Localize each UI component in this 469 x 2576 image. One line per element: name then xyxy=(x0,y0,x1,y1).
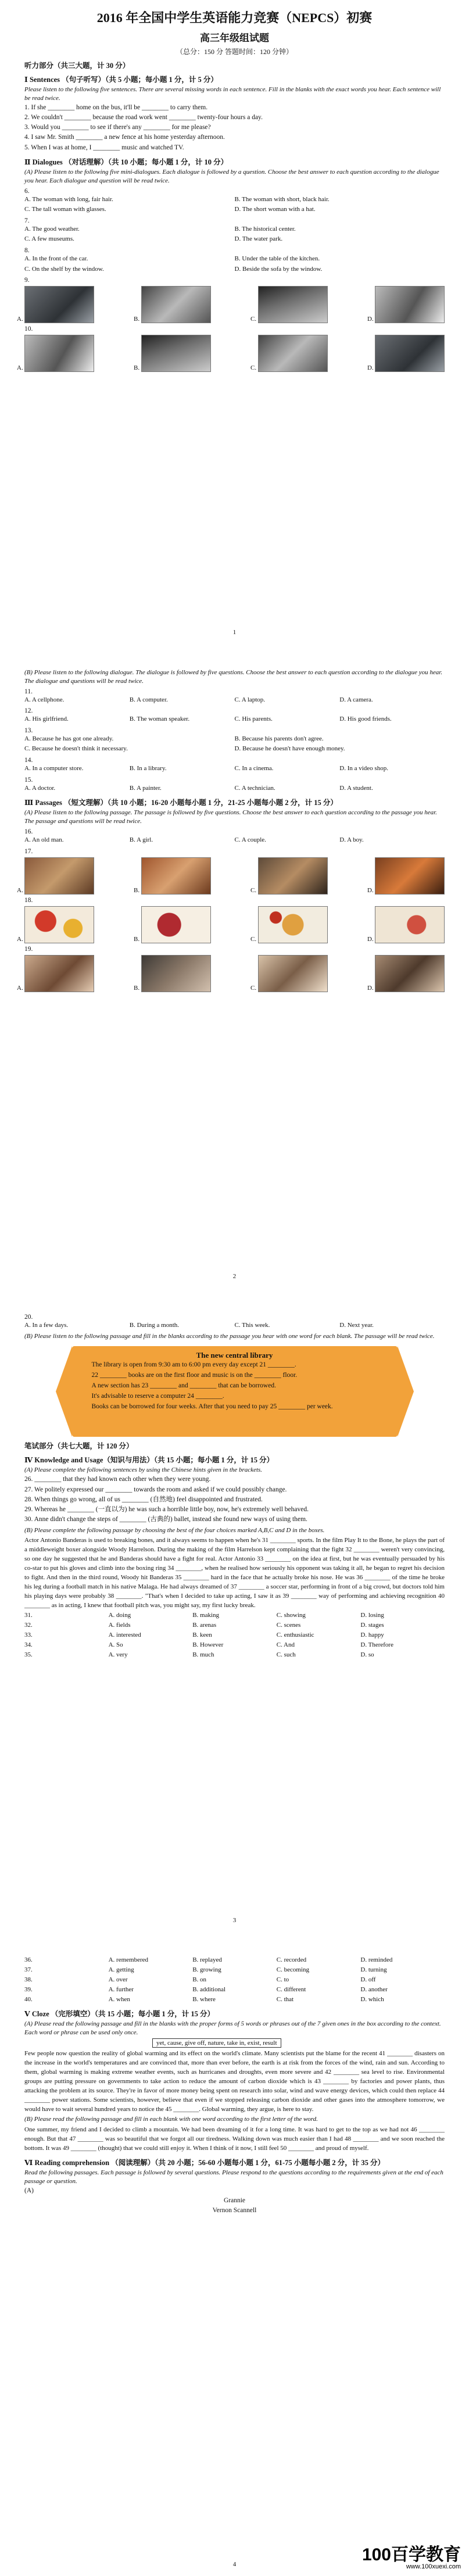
question-6: 6. xyxy=(24,187,30,195)
page-number: 2 xyxy=(232,1273,237,1280)
question-20: 20. xyxy=(24,1314,33,1321)
picture-option xyxy=(367,857,445,895)
section-4-heading: Ⅳ Knowledge and Usage（知识与用法）（共 15 小题；每小题 1 分，计 15 分） xyxy=(24,1456,274,1465)
question-18-pictures xyxy=(17,906,445,943)
option: A. when xyxy=(108,1996,130,2003)
picture-option xyxy=(134,857,211,895)
question-14-options xyxy=(24,764,445,774)
option: B. The woman speaker. xyxy=(129,715,190,723)
logo-text: 100百学教育 xyxy=(361,2545,461,2564)
option: A. doing xyxy=(108,1611,131,1619)
option: B. additional xyxy=(192,1986,226,1994)
option: A. The good weather. xyxy=(24,225,80,232)
section-2b-instructions: (B) Please listen to the following dialogue. The dialogue is followed by five questions. Choose the best answer to each question according to the dialogue you hear. The dialogue and questions will be read twice. xyxy=(24,669,443,685)
passage-label: (A) xyxy=(24,2187,34,2194)
question-20-options xyxy=(24,1321,445,1331)
question-9: 9. xyxy=(24,277,30,284)
option-number: 33. xyxy=(24,1631,33,1638)
option: A. The woman with long, fair hair. xyxy=(24,195,113,203)
option: D. stages xyxy=(360,1621,384,1629)
option: D. so xyxy=(360,1651,374,1659)
watermark-logo xyxy=(362,2540,461,2570)
question-10: 10. xyxy=(24,325,33,333)
section-1-instructions: Please listen to the following five sentences. There are several missing words in each sentence. Fill in the blanks with the exact words you hear. Each sentence will be read twice. xyxy=(24,86,441,102)
section-1-heading: Ⅰ Sentences （句子听写）（共 5 小题；每小题 1 分，计 5 分） xyxy=(24,76,218,84)
section-6-heading: Ⅵ Reading comprehension （阅读理解）（共 20 小题；56-60 小题每小题 1 分，61-75 小题每小题 2 分，计 35 分） xyxy=(24,2159,385,2167)
question-8: 8. xyxy=(24,247,30,254)
picture-option xyxy=(17,906,94,943)
question-3: 3. Would you ________ to see if there's any ________ for me please? xyxy=(24,124,211,131)
section-6-instructions: Read the following passages. Each passage is followed by several questions. Please respond to the questions according to the requirements given at the end of each passage or question. xyxy=(24,2169,443,2185)
option: C. This week. xyxy=(234,1322,270,1329)
option: C. Because he doesn't think it necessary. xyxy=(24,745,128,753)
option: D. His good friends. xyxy=(339,715,392,723)
option-number: 35. xyxy=(24,1651,33,1659)
question-13-options xyxy=(24,734,445,754)
cloze-passage-b: One summer, my friend and I decided to climb a mountain. We had been dreaming of it for a long time. It was hard to get to the top as we had not 46 ________ enough. But that 47 ________ was so beautiful that we forgot all our tiredness. Walking down was much easier than I had 48 ________ and we soon reached the bottom. It was 49 ________ (thought) that we could still enjoy it. When I think of it now, I still feel 50 ________ and proud of myself. xyxy=(24,2126,445,2152)
option: B. replayed xyxy=(192,1956,222,1963)
option: D. Therefore xyxy=(360,1641,393,1649)
option: D. another xyxy=(360,1986,388,1994)
question-27: 27. We politely expressed our ________ towards the room and asked if we could possibly change. xyxy=(24,1486,287,1493)
logo-url: www.100xuexi.com xyxy=(406,2563,461,2570)
picture-option xyxy=(250,335,328,372)
option: A. A cellphone. xyxy=(24,696,65,703)
option: B. making xyxy=(192,1611,220,1619)
option: D. A boy. xyxy=(339,836,364,843)
option: B. where xyxy=(192,1996,216,2003)
option: C. recorded xyxy=(276,1956,307,1963)
option: C. And xyxy=(276,1641,295,1649)
picture-label: D. xyxy=(367,364,374,372)
picture-label: C. xyxy=(250,316,257,323)
question-11: 11. xyxy=(24,688,33,695)
question-15-options xyxy=(24,783,445,794)
exam-page-2 xyxy=(0,644,469,1288)
exam-subtitle: 高三年级组试题 xyxy=(200,33,269,44)
exam-page-3 xyxy=(0,1288,469,1932)
option: C. becoming xyxy=(276,1966,309,1974)
picture-option xyxy=(250,286,328,323)
option: B. growing xyxy=(192,1966,221,1974)
section-2-heading: Ⅱ Dialogues （对话理解）（共 10 小题；每小题 1 分，计 10 分） xyxy=(24,158,228,166)
picture-label: D. xyxy=(367,886,374,894)
picture-option xyxy=(134,955,211,992)
option: B. arenas xyxy=(192,1621,217,1629)
page-number: 4 xyxy=(232,2561,237,2568)
option: A. over xyxy=(108,1976,128,1984)
option: C. His parents. xyxy=(234,715,273,723)
picture-label: C. xyxy=(250,364,257,372)
option: B. A computer. xyxy=(129,696,168,703)
question-2: 2. We couldn't ________ because the road work went ________ twenty-four hours a day. xyxy=(24,113,263,121)
option: C. On the shelf by the window. xyxy=(24,265,104,273)
question-17-pictures xyxy=(17,857,445,895)
option: C. In a cinema. xyxy=(234,765,274,772)
option: A. very xyxy=(108,1651,128,1659)
picture-label: B. xyxy=(134,316,140,323)
picture-label: A. xyxy=(17,935,23,943)
option-number: 36. xyxy=(24,1956,33,1963)
banner-line: The library is open from 9:30 am to 6:00 pm every day except 21 ________. xyxy=(91,1361,296,1369)
page-number: 3 xyxy=(232,1917,237,1924)
question-28: 28. When things go wrong, all of us ________ (自然地) feel disappointed and frustrated. xyxy=(24,1495,263,1503)
question-10-pictures xyxy=(17,335,445,372)
question-13: 13. xyxy=(24,727,33,734)
exam-title: 2016 年全国中学生英语能力竞赛（NEPCS）初赛 xyxy=(96,10,373,25)
option: B. Under the table of the kitchen. xyxy=(234,255,320,262)
banner-line: Books can be borrowed for four weeks. After that you need to pay 25 ________ per week. xyxy=(91,1403,333,1410)
option: B. on xyxy=(192,1976,207,1984)
option: A. A doctor. xyxy=(24,784,56,792)
word-box: yet, cause, give off, nature, take in, exist, result xyxy=(152,2038,281,2048)
option: A. getting xyxy=(108,1966,134,1974)
picture-label: A. xyxy=(17,984,23,992)
option: B. The historical center. xyxy=(234,225,296,232)
option: B. During a month. xyxy=(129,1322,179,1329)
question-7: 7. xyxy=(24,217,30,224)
banner-line: It's advisable to reserve a computer 24 ________. xyxy=(91,1392,224,1400)
option: D. A student. xyxy=(339,784,373,792)
question-12: 12. xyxy=(24,707,33,715)
written-header: 笔试部分（共七大题，计 120 分） xyxy=(24,1442,134,1451)
option-number: 40. xyxy=(24,1996,33,2003)
option: C. that xyxy=(276,1996,294,2003)
question-5: 5. When I was at home, I ________ music and watched TV. xyxy=(24,144,184,151)
picture-option xyxy=(134,286,211,323)
picture-option xyxy=(367,955,445,992)
option: D. Because he doesn't have enough money. xyxy=(234,745,345,753)
section-4b-instructions: (B) Please complete the following passage by choosing the best of the four choices marked A,B,C and D in the boxes. xyxy=(24,1526,325,1534)
question-9-pictures xyxy=(17,286,445,323)
picture-option xyxy=(17,857,94,895)
option: C. A technician. xyxy=(234,784,275,792)
question-6-options xyxy=(24,195,445,215)
section-4a-instructions: (A) Please complete the following sentences by using the Chinese hints given in the brackets. xyxy=(24,1466,263,1474)
question-14: 14. xyxy=(24,757,33,764)
option: D. reminded xyxy=(360,1956,393,1963)
option: D. turning xyxy=(360,1966,387,1974)
picture-label: B. xyxy=(134,886,140,894)
reading-passage: Actor Antonio Banderas is used to breaking bones, and it always seems to happen when he's 31 ________ sports. In the film Play It to the Bone, he plays the part of a middleweight boxer alongside Woody Harrelson. During the making of the film Harrelson kept complaining that the fight 32 ________ weren't very convincing, so one day he suggested that he and Banderas should have a fight for real. Actor Antonio 33 ________ on the idea at first, but he was eventually persuaded by his co-star to put his gloves and climb into the boxing ring 34 ________, when he realised how seriously his opponent was taking it all, he began to regret his decision to fight. And then in the third round, Woody hit Banderas 35 ________ hard in the face that he actually broke his nose. He was 36 ________ of the time he broke his leg during a football match in his native Malaga. He had always dreamed of 37 ________ a soccer star, performing in front of a big crowd, but doctors told him his playing days were probably 38 ________. "That's when I decided to take up acting, I saw it as 39 ________ way of performing and achieving recognition 40 ________ as in acting, I knew that football pitch was, you might say, my first lucky break. xyxy=(24,1537,445,1609)
option: A. fields xyxy=(108,1621,131,1629)
picture-option xyxy=(134,335,211,372)
option: A. In a few days. xyxy=(24,1322,69,1329)
question-30: 30. Anne didn't change the steps of ________ (古典的) ballet, instead she found new ways of using them. xyxy=(24,1516,307,1523)
option: D. off xyxy=(360,1976,376,1984)
picture-option xyxy=(250,955,328,992)
picture-label: D. xyxy=(367,984,374,992)
option: C. A laptop. xyxy=(234,696,266,703)
option: D. which xyxy=(360,1996,384,2003)
picture-label: C. xyxy=(250,984,257,992)
picture-label: D. xyxy=(367,935,374,943)
option: D. The short woman with a hat. xyxy=(234,206,316,213)
option: D. The water park. xyxy=(234,235,283,243)
picture-option xyxy=(250,857,328,895)
picture-label: A. xyxy=(17,364,23,372)
option: D. A camera. xyxy=(339,696,373,703)
option: C. showing xyxy=(276,1611,306,1619)
picture-label: B. xyxy=(134,364,140,372)
option: B. However xyxy=(192,1641,224,1649)
option: B. much xyxy=(192,1651,214,1659)
option: D. losing xyxy=(360,1611,384,1619)
option: A. So xyxy=(108,1641,123,1649)
option: C. The tall woman with glasses. xyxy=(24,206,106,213)
picture-option xyxy=(17,335,94,372)
picture-label: B. xyxy=(134,984,140,992)
picture-label: B. xyxy=(134,935,140,943)
option: C. enthusiastic xyxy=(276,1631,314,1638)
option-number: 37. xyxy=(24,1966,33,1974)
option: B. In a library. xyxy=(129,765,167,772)
banner-title: The new central library xyxy=(196,1351,273,1360)
question-16: 16. xyxy=(24,828,33,835)
cloze-passage-a: Few people now question the reality of global warming and its effect on the world's climate. Many scientists put the blame for the recent 41 ________ disasters on the increase in the world's temperatures and are convinced that, more than ever before, the earth is at risk from the forces of the wind, rain and sun. According to them, global warming is making extreme weather events, such as hurricanes and droughts, even more severe and 42 ________ sea level to rise. Environmental groups are putting pressure on governments to take action to reduce the amount of carbon dioxide which is 43 ________ by factories and power plants, thus attacking the problem at its source. They're in favor of more money being spent on research into solar, wind and wave energy devices, which could then replace 44 ________ power stations. Some scientists, however, believe that even if we stopped releasing carbon dioxide and other gases into the atmosphere tomorrow, we would have to wait several hundred years to notice the 45 ________. Global warming, they argue, is here to stay. xyxy=(24,2049,445,2113)
question-29: 29. Whereas he ________ (一直以为) he was such a horrible little boy, now, he's extremely well behaved. xyxy=(24,1506,309,1514)
options-grid xyxy=(24,1955,445,2005)
option: C. A few museums. xyxy=(24,235,74,243)
option: B. keen xyxy=(192,1631,212,1638)
question-26: 26. ________ that they had known each other when they were young. xyxy=(24,1476,211,1483)
option-number: 31. xyxy=(24,1611,33,1619)
picture-option xyxy=(367,335,445,372)
option: A. His girlfriend. xyxy=(24,715,69,723)
reading-author: Vernon Scannell xyxy=(212,2207,257,2214)
section-3-instructions: (A) Please listen to the following passage. The passage is followed by five questions. Choose the best answer to each question according to the passage you hear. The passage and questions will be read twice. xyxy=(24,809,437,825)
option: C. scenes xyxy=(276,1621,301,1629)
option: C. to xyxy=(276,1976,289,1984)
reading-title: Grannie xyxy=(223,2197,246,2205)
question-7-options xyxy=(24,224,445,245)
picture-option xyxy=(367,286,445,323)
option: B. The woman with short, black hair. xyxy=(234,195,330,203)
listening-header: 听力部分（共三大题，计 30 分） xyxy=(24,62,130,70)
exam-page-4 xyxy=(0,1932,469,2576)
question-18: 18. xyxy=(24,896,33,904)
question-1: 1. If she ________ home on the bus, it'll be ________ to carry them. xyxy=(24,103,208,111)
option: B. A painter. xyxy=(129,784,162,792)
exam-page-1 xyxy=(0,0,469,644)
section-3b-instructions: (B) Please listen to the following passage and fill in the blanks according to the passage you hear with one word for each blank. The passage will be read twice. xyxy=(24,1332,435,1340)
section-5b-instructions: (B) Please read the following passage and fill in each blank with one word according to the first letter of the word. xyxy=(24,2116,318,2123)
option-number: 38. xyxy=(24,1976,33,1984)
option: D. Beside the sofa by the window. xyxy=(234,265,323,273)
option: D. happy xyxy=(360,1631,384,1638)
question-4: 4. I saw Mr. Smith ________ a new fence at his home yesterday afternoon. xyxy=(24,134,225,141)
option: C. A couple. xyxy=(234,836,266,843)
options-grid xyxy=(24,1611,445,1660)
question-16-options xyxy=(24,835,445,846)
picture-option xyxy=(367,906,445,943)
question-11-options xyxy=(24,695,445,706)
option: A. In the front of the car. xyxy=(24,255,88,262)
option: B. A girl. xyxy=(129,836,153,843)
question-19: 19. xyxy=(24,945,33,953)
question-19-pictures xyxy=(17,955,445,992)
option-number: 39. xyxy=(24,1986,33,1994)
question-8-options xyxy=(24,254,445,274)
score-line: （总分：150 分 答题时间：120 分钟） xyxy=(176,48,293,56)
option-number: 34. xyxy=(24,1641,33,1649)
option: A. further xyxy=(108,1986,134,1994)
option: C. such xyxy=(276,1651,296,1659)
option-number: 32. xyxy=(24,1621,33,1629)
picture-option xyxy=(250,906,328,943)
question-12-options xyxy=(24,714,445,725)
picture-label: D. xyxy=(367,316,374,323)
picture-label: C. xyxy=(250,935,257,943)
banner-line: 22 ________ books are on the first floor and music is on the ________ floor. xyxy=(91,1372,298,1379)
question-15: 15. xyxy=(24,776,33,783)
picture-label: C. xyxy=(250,886,257,894)
picture-option xyxy=(17,955,94,992)
option: A. An old man. xyxy=(24,836,64,843)
question-17: 17. xyxy=(24,847,33,855)
option: D. In a video shop. xyxy=(339,765,388,772)
section-5a-instructions: (A) Please read the following passage and fill in the blanks with the proper forms of 5 words or phrases out of the 7 given ones in the box according to the context. Each word or phrase can be used only once. xyxy=(24,2020,441,2037)
picture-option xyxy=(17,286,94,323)
banner-line: A new section has 23 ________ and ________ that can be borrowed. xyxy=(91,1382,276,1390)
option: B. Because his parents don't agree. xyxy=(234,735,324,742)
picture-option xyxy=(134,906,211,943)
section-3-heading: Ⅲ Passages （短文理解）（共 10 小题；16-20 小题每小题 1 分，21-25 小题每小题 2 分，计 15 分） xyxy=(24,799,338,807)
option: C. different xyxy=(276,1986,306,1994)
picture-label: A. xyxy=(17,886,23,894)
option: A. interested xyxy=(108,1631,141,1638)
picture-label: A. xyxy=(17,316,23,323)
section-5-heading: Ⅴ Cloze （完形填空）（共 15 小题；每小题 1 分，计 15 分） xyxy=(24,2010,215,2019)
option: A. remembered xyxy=(108,1956,149,1963)
page-number: 1 xyxy=(232,629,237,636)
option: D. Next year. xyxy=(339,1322,374,1329)
option: A. In a computer store. xyxy=(24,765,84,772)
section-2-instructions: (A) Please listen to the following five mini-dialogues. Each dialogue is followed by a question. Choose the best answer to each question according to the dialogue you hear. Each dialogue and question will be read twice. xyxy=(24,168,439,184)
option: A. Because he has got one already. xyxy=(24,735,114,742)
library-banner xyxy=(72,1346,398,1437)
